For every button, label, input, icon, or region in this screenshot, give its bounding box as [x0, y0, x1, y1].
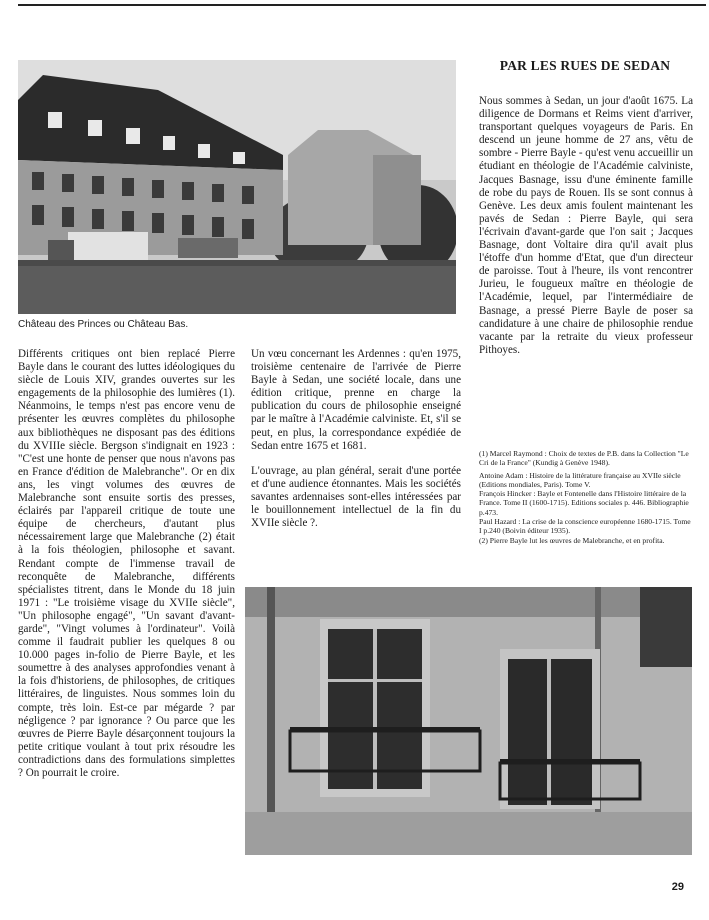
footnote-1-raymond: (1) Marcel Raymond : Choix de textes de P.B. dans la Collection "Le Cri de la France" (Kundig à Genève 1948).	[479, 449, 689, 468]
middle-paragraph-2: L'ouvrage, au plan général, serait d'une portée et d'une audience étonnantes. Mais les sociétés savantes ardennaises sont-elles intéressées par le bouillonnement intellectuel de la fin du XVIIe siècle ?.	[251, 464, 461, 530]
left-column-paragraph: Différents critiques ont bien replacé Pierre Bayle dans le courant des luttes idéologiques du siècle de Louis XIV, grandes ouvertes sur les engagements de la philosophie des lumières (1). Néanmoins, le temps n'est pas encore venu de présenter les œuvres complètes du philosophe aux bibliothèques ne disposant pas des éditions du XVIIIe siècle. Bergson s'indignait en 1923 : "C'est une honte de penser que nous n'avons pas en France d'édition de Malebranche". Or en dix ans, les vingt volumes des œuvres de Malebranche sont ensuite sortis des presses, éclairés par l'appareil critique de toute une équipe de chercheurs, d'autant plus nécessairement large que Malebranche (2) était à la fois théologien, philosophe et savant. Rendant compte de l'immense travail de reconquête de Malebranche, différents spécialistes titrent, dans le Monde du 18 juin 1971 : "Le troisième visage du XVIIe siècle", "Un philosophe engagé", "Un savant d'avant-garde", "Vingt volumes à l'ordinateur". Voilà comme il faudrait publier les quelques 8 ou 10.000 pages in-folio de Pierre Bayle, et les soumettre à des analyses approfondies venant à la fois d'historiens, de philosophes, de critiques littéraires, de linguistes. Nous sommes loin du compte, très loin. Est-ce par mégarde ? par négligence ? par ignorance ? Ou parce que les œuvres de Pierre Bayle désarçonnent toujours la petite critique voulant à tout prix résoudre les contradictions dans des formulations simplettes ? On pourrait le croire.	[18, 348, 235, 779]
footnote-1-adam: Antoine Adam : Histoire de la littérature française au XVIIe siècle (Editions mondiales, Paris). Tome V.	[479, 470, 681, 489]
left-column	[18, 348, 235, 786]
page-title: PAR LES RUES DE SEDAN	[499, 58, 671, 73]
footnote-2: (2) Pierre Bayle lut les œuvres de Malebranche, et en profita.	[479, 535, 665, 545]
middle-paragraph-1: Un vœu concernant les Ardennes : qu'en 1975, troisième centenaire de l'arrivée de Pierre Bayle à Sedan, une société locale, dans une édition critique, prenne en charge la publication du cours de philosophie enseigné par le maître à l'Académie calviniste. Et, s'il se peut, en plus, la correspondance expédiée de Sedan entre 1675 et 1681.	[251, 348, 461, 452]
facade-photo	[245, 587, 692, 855]
footnotes	[479, 449, 693, 545]
intro-column	[479, 95, 693, 363]
footnote-1-hincker: François Hincker : Bayle et Fontenelle dans l'Histoire littéraire de la France. Tome II (1600-1715). Editions sociales p. 446. Bibliographie p.473.	[479, 489, 689, 517]
chateau-caption: Château des Princes ou Château Bas.	[18, 319, 189, 330]
intro-paragraph: Nous sommes à Sedan, un jour d'août 1675. La diligence de Dormans et Reims vient d'arriver, transportant quelques voyageurs de Paris. En descend un jeune homme de 27 ans, vêtu de sombre - Pierre Bayle - qu'est venu accueillir un étudiant en théologie de l'Académie calviniste, Jacques Basnage, issu d'une éminente famille de robe du pays de Rouen. Ils se sont connus à Genève. Les deux amis foulent maintenant les pavés de Sedan : Pierre Bayle, qui sera l'écrivain d'avant-garde que l'on sait ; Jacques Basnage, dont Voltaire dira qu'il avait plus l'étoffe d'un homme d'Etat, que d'un directeur de paroisse. Tout à l'heure, ils vont rencontrer Jurieu, le fougueux maître en théologie de l'Académie, lequel, par l'intermédiaire de Basnage, a pressé Pierre Bayle de poser sa candidature à une chaire de philosophie rendue vacante par la retraite du vieux professeur Pithoyes.	[479, 95, 693, 356]
middle-column	[251, 348, 461, 536]
page-number: 29	[671, 881, 684, 893]
footnote-1-hazard: Paul Hazard : La crise de la conscience européenne 1680-1715. Tome I p.240 (Boivin éditeur 1935).	[479, 517, 691, 536]
top-rule	[18, 4, 706, 6]
chateau-photo	[18, 60, 456, 314]
